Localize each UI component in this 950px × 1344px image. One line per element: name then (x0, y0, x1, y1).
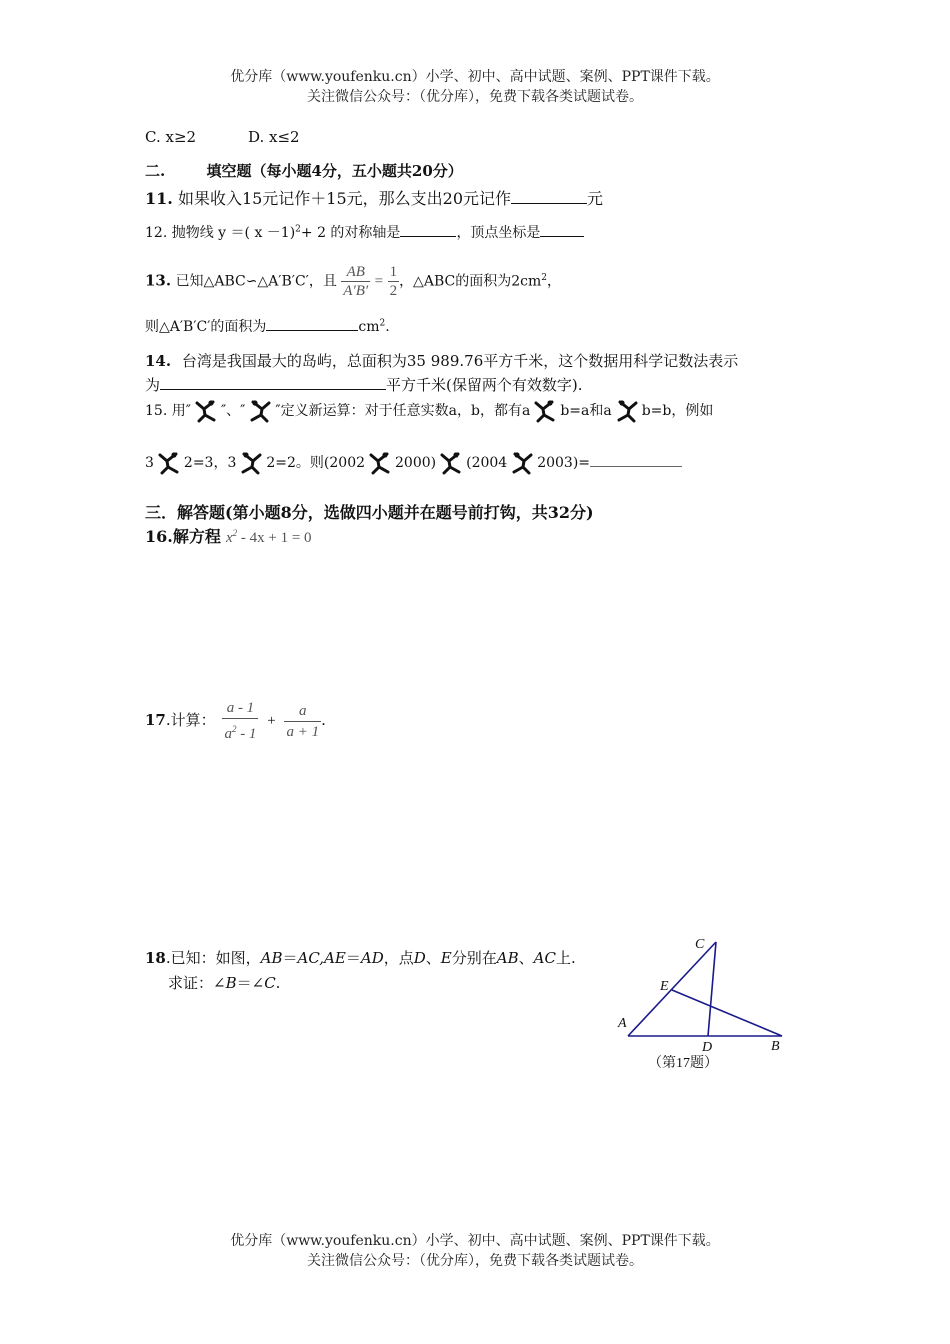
footer-line-2: 关注微信公众号：（优分库），免费下载各类试题试卷。 (307, 1253, 643, 1269)
question-18 (145, 947, 576, 968)
header-line-2: 关注微信公众号：（优分库），免费下载各类试题试卷。 (307, 89, 643, 105)
q15-t4: b=a和a (560, 403, 612, 419)
q15-t3: ″定义新运算：对于任意实数a，b，都有a (275, 403, 531, 419)
q16-equation (226, 530, 312, 546)
question-14-line2 (145, 374, 583, 395)
q18-l1-l: AB (496, 949, 519, 967)
q12-sup: 2 (295, 224, 301, 235)
q15-number: 15. (145, 403, 168, 419)
operator-runner-left-icon (247, 399, 273, 423)
q17-label: .计算： (165, 711, 216, 729)
label-d: D (702, 1040, 713, 1055)
question-15-line2 (145, 450, 682, 476)
q12-axis-blank[interactable] (400, 222, 456, 237)
q16-sup: 2 (232, 528, 238, 538)
question-11 (145, 186, 603, 209)
question-16 (145, 524, 312, 547)
q15-answer-blank[interactable] (590, 452, 682, 467)
q18-l1-k: 分别在 (451, 949, 497, 967)
q13-frac2-num: 1 (389, 264, 398, 281)
q13-text-c: ， (546, 273, 561, 290)
operator-runner-right-icon (367, 451, 393, 475)
q13-frac1-num: AB (346, 264, 365, 281)
question-13-line2 (145, 316, 390, 336)
question-15 (145, 398, 713, 424)
q15-l2-a: 3 (145, 455, 154, 471)
q18-l2-c: ＝∠ (236, 974, 265, 992)
q18-l1-a: .已知：如图， (165, 949, 261, 967)
header-line-1: 优分库（www.youfenku.cn）小学、初中、高中试题、案例、PPT课件下载。 (230, 69, 720, 85)
section2-title: 填空题（每小题4分，五小题共20分） (206, 162, 463, 180)
q15-t2: ″、″ (220, 403, 246, 419)
q11-suffix: 元 (587, 189, 604, 208)
q18-l1-j: E (440, 949, 452, 967)
geometry-figure (610, 930, 800, 1075)
q14-line2-a: 为 (145, 376, 161, 394)
label-c: C (695, 937, 705, 952)
q18-l2-b: B (225, 974, 237, 992)
q17-f1-den-a: a (224, 726, 232, 742)
q13-frac1-den: A′B′ (343, 283, 369, 300)
q18-l1-b: AB (260, 949, 283, 967)
q11-text: 如果收入15元记作＋15元，那么支出20元记作 (177, 189, 512, 208)
footer-line-1: 优分库（www.youfenku.cn）小学、初中、高中试题、案例、PPT课件下载。 (230, 1233, 720, 1249)
q18-l1-c: ＝ (282, 949, 298, 967)
q12-text-a: 抛物线 y ＝( x －1) (171, 225, 296, 241)
q13-line2-a: 则△A′B′C′的面积为 (145, 319, 267, 335)
operator-runner-right-icon (156, 451, 182, 475)
q18-l1-d: AC,AE (297, 949, 346, 967)
question-14 (145, 350, 738, 371)
operator-runner-right-icon (532, 399, 558, 423)
q17-number: 17 (145, 711, 166, 729)
operator-runner-right-icon (438, 451, 464, 475)
q18-l1-g: ，点 (383, 949, 414, 967)
q16-label: 16.解方程 (145, 527, 221, 546)
q12-number: 12. (145, 225, 168, 241)
q13-sup: 2 (541, 273, 547, 283)
q15-l2-c: 2=2。则(2002 (266, 455, 366, 471)
figure-caption: （第17题） (648, 1056, 718, 1071)
label-a: A (618, 1016, 627, 1031)
question-12 (145, 222, 584, 242)
q17-f2-den: a + 1 (284, 721, 321, 742)
q17-fraction-1 (222, 698, 258, 744)
q18-l1-n: AC (533, 949, 556, 967)
q13-area-blank[interactable] (266, 316, 358, 331)
option-d: D. x≤2 (248, 128, 300, 146)
q13-line2-sup: 2 (379, 318, 386, 329)
q18-l1-h: D (413, 949, 426, 967)
q13-text-b: ，△ABC的面积为2cm (399, 273, 542, 290)
q17-f1-den (222, 718, 258, 744)
q12-text-c: ，顶点坐标是 (456, 225, 541, 241)
q15-l2-e: (2004 (466, 455, 508, 471)
q17-f1-num: a - 1 (226, 700, 255, 716)
question-17 (145, 698, 326, 744)
q13-text-a: 已知△ABC∽△A′B′C′，且 (175, 273, 337, 290)
q18-l1-i: 、 (425, 949, 441, 967)
q18-l1-o: 上. (555, 949, 576, 967)
q11-number: 11. (145, 189, 173, 208)
section2-heading (145, 160, 463, 181)
q17-f1-den-sup: 2 (231, 724, 237, 734)
q15-t1: 用″ (171, 403, 191, 419)
q14-text: 台湾是我国最大的岛屿，总面积为35 989.76平方千米，这个数据用科学记数法表示 (181, 352, 739, 370)
q13-line2-b: cm (358, 319, 380, 335)
question-13 (145, 256, 561, 304)
q18-l2-d: C (264, 974, 276, 992)
operator-runner-left-icon (614, 399, 640, 423)
q18-l2-e: . (275, 974, 281, 992)
q17-plus: + (267, 713, 276, 729)
q18-l1-m: 、 (518, 949, 534, 967)
q18-l1-e: ＝ (345, 949, 361, 967)
q12-text-b: + 2 的对称轴是 (300, 225, 401, 241)
label-b: B (771, 1039, 780, 1054)
q13-line2-c: . (385, 319, 390, 335)
q13-equals: = (374, 273, 384, 290)
q14-line2-b: 平方千米(保留两个有效数字). (386, 376, 583, 394)
q18-l2-a: 求证：∠ (168, 974, 226, 992)
q16-eq-b: - 4x + 1 = 0 (237, 530, 312, 546)
q11-answer-blank[interactable] (511, 189, 587, 204)
q15-t5: b=b，例如 (641, 403, 714, 419)
line-eb (672, 990, 782, 1036)
q17-end: . (321, 711, 326, 729)
q12-vertex-blank[interactable] (540, 222, 584, 237)
line-cd (708, 942, 716, 1036)
q15-l2-f: 2003)= (537, 455, 591, 471)
q13-frac2-den: 2 (389, 283, 398, 300)
q18-l1-f: AD (360, 949, 384, 967)
q15-l2-b: 2=3，3 (183, 455, 237, 471)
q16-eq-a: x (225, 530, 233, 546)
question-18-line2 (168, 972, 280, 993)
q17-f2-num: a (299, 702, 307, 719)
q18-number: 18 (145, 949, 166, 967)
q15-l2-d: 2000) (395, 455, 437, 471)
q13-fraction-ab (341, 263, 370, 300)
q13-fraction-half (388, 263, 400, 300)
section2-number: 二. (145, 162, 166, 180)
option-c: C. x≥2 (145, 128, 197, 146)
line-ac (628, 942, 716, 1036)
q17-fraction-2 (284, 701, 321, 742)
q13-number: 13. (145, 271, 172, 290)
operator-runner-left-icon (509, 451, 535, 475)
section3-title: 三．解答题(第小题8分，选做四小题并在题号前打钩，共32分) (145, 503, 594, 522)
q14-answer-blank[interactable] (160, 375, 386, 390)
q14-number: 14. (145, 352, 172, 370)
q17-f1-den-b: - 1 (236, 726, 257, 742)
operator-runner-right-icon (193, 399, 219, 423)
operator-runner-left-icon (238, 451, 264, 475)
label-e: E (660, 979, 669, 994)
